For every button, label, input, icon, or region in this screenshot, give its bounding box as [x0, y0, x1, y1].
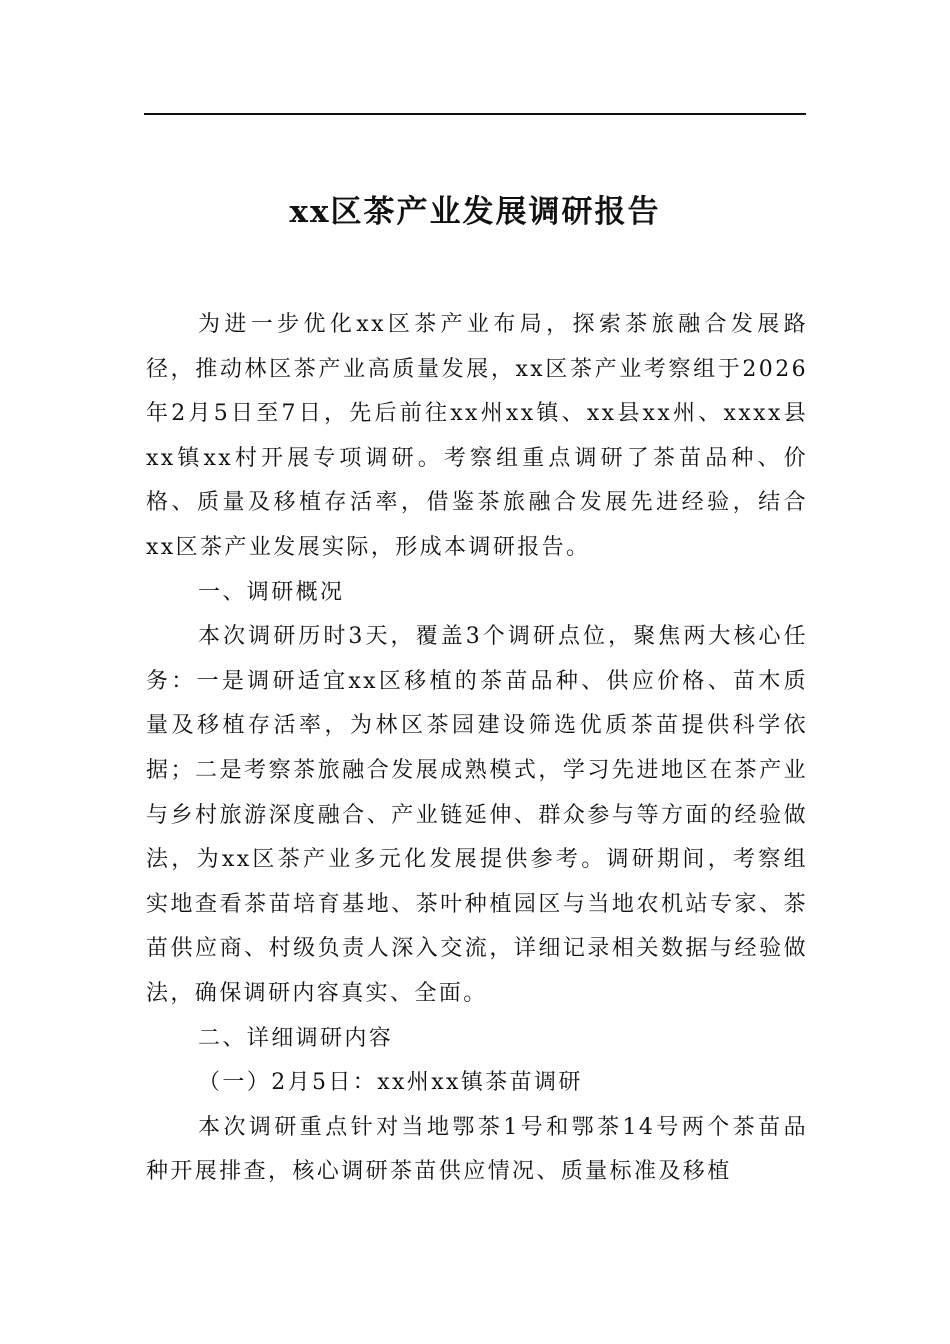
header-rule	[144, 113, 806, 115]
section-heading-overview: 一、调研概况	[198, 579, 345, 605]
subsection-heading-feb5: （一）2月5日：xx州xx镇茶苗调研	[198, 1070, 583, 1096]
document-body	[146, 303, 808, 1195]
overview-paragraph: 本次调研历时3天，覆盖3个调研点位，聚焦两大核心任务：一是调研适宜xx区移植的茶苗品种、供应价格、苗木质量及移植存活率，为林区茶园建设筛选优质茶苗提供科学依据；二是考察茶旅融合发展成熟模式，学习先进地区在茶产业与乡村旅游深度融合、产业链延伸、群众参与等方面的经验做法，为xx区茶产业多元化发展提供参考。调研期间，考察组实地查看茶苗培育基地、茶叶种植园区与当地农机站专家、茶苗供应商、村级负责人深入交流，详细记录相关数据与经验做法，确保调研内容真实、全面。	[146, 624, 808, 1006]
intro-paragraph: 为进一步优化xx区茶产业布局，探索茶旅融合发展路径，推动林区茶产业高质量发展，xx区茶产业考察组于2026年2月5日至7日，先后前往xx州xx镇、xx县xx州、xxxx县xx镇xx村开展专项调研。考察组重点调研了茶苗品种、价格、质量及移植存活率，借鉴茶旅融合发展先进经验，结合xx区茶产业发展实际，形成本调研报告。	[146, 312, 808, 560]
document-title: xx区茶产业发展调研报告	[289, 194, 661, 230]
section-heading-details: 二、详细调研内容	[198, 1025, 394, 1051]
feb5-paragraph: 本次调研重点针对当地鄂茶1号和鄂茶14号两个茶苗品种开展排查，核心调研茶苗供应情况、质量标准及移植	[146, 1114, 808, 1185]
